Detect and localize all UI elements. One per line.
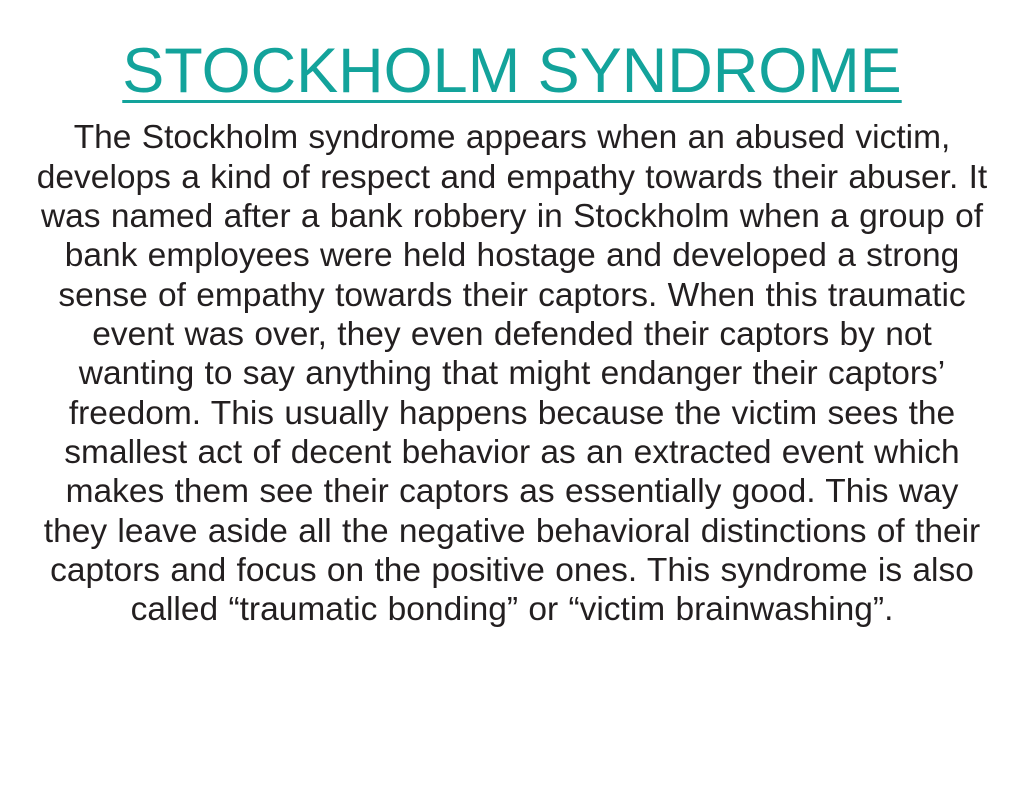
page-title: STOCKHOLM SYNDROME xyxy=(122,36,902,106)
slide-body-text: The Stockholm syndrome appears when an abused victim, develops a kind of respect and empathy towards their abuser. It was named after a bank robbery in Stockholm when a group of bank employees were held hostage and developed a strong sense of empathy towards their captors. When this traumatic event was over, they even defended their captors by not wanting to say anything that might endanger their captors’ freedom. This usually happens because the victim sees the smallest act of decent behavior as an extracted event which makes them see their captors as essentially good. This way they leave aside all the negative behavioral distinctions of their captors and focus on the positive ones. This syndrome is also called “traumatic bonding” or “victim brainwashing”. xyxy=(36,119,988,629)
